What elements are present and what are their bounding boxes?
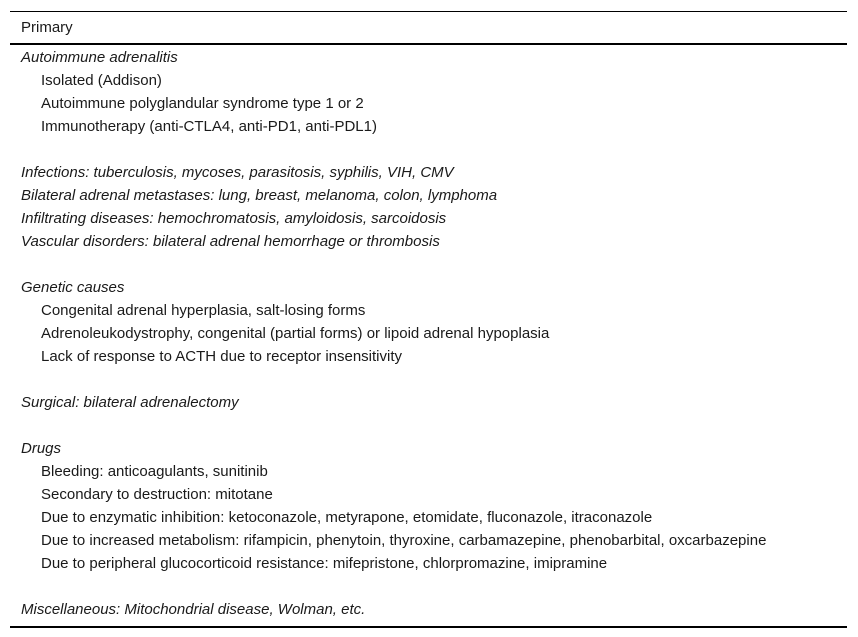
spacer bbox=[10, 575, 847, 598]
cause-line: Bilateral adrenal metastases: lung, breast, melanoma, colon, lymphoma bbox=[21, 187, 498, 204]
list-item: Secondary to destruction: mitotane bbox=[41, 486, 273, 503]
section-title: Drugs bbox=[21, 440, 62, 457]
list-item: Due to peripheral glucocorticoid resistance: mifepristone, chlorpromazine, imipramine bbox=[41, 555, 608, 572]
list-item: Autoimmune polyglandular syndrome type 1 or 2 bbox=[41, 95, 364, 112]
spacer bbox=[10, 138, 847, 161]
cause-line: Infections: tuberculosis, mycoses, parasitosis, syphilis, VIH, CMV bbox=[21, 164, 454, 181]
cause-line: Infiltrating diseases: hemochromatosis, amyloidosis, sarcoidosis bbox=[21, 210, 447, 227]
section-title: Miscellaneous: Mitochondrial disease, Wolman, etc. bbox=[21, 601, 366, 618]
list-item: Due to enzymatic inhibition: ketoconazole, metyrapone, etomidate, fluconazole, itraconazole bbox=[41, 509, 653, 526]
spacer bbox=[10, 368, 847, 391]
bottom-rule bbox=[10, 626, 847, 628]
cause-line: Vascular disorders: bilateral adrenal hemorrhage or thrombosis bbox=[21, 233, 440, 250]
list-item: Due to increased metabolism: rifampicin, phenytoin, thyroxine, carbamazepine, phenobarbital, oxcarbazepine bbox=[41, 532, 767, 549]
table-body bbox=[10, 45, 847, 621]
spacer bbox=[10, 414, 847, 437]
spacer bbox=[10, 253, 847, 276]
table-header: Primary bbox=[21, 19, 73, 36]
list-item: Isolated (Addison) bbox=[41, 72, 162, 89]
list-item: Adrenoleukodystrophy, congenital (partial forms) or lipoid adrenal hypoplasia bbox=[41, 325, 550, 342]
section-title: Autoimmune adrenalitis bbox=[21, 49, 178, 66]
section-title: Genetic causes bbox=[21, 279, 125, 296]
section-title: Surgical: bilateral adrenalectomy bbox=[21, 394, 239, 411]
list-item: Congenital adrenal hyperplasia, salt-losing forms bbox=[41, 302, 366, 319]
causes-table bbox=[10, 11, 847, 628]
list-item: Immunotherapy (anti-CTLA4, anti-PD1, anti-PDL1) bbox=[41, 118, 377, 135]
list-item: Bleeding: anticoagulants, sunitinib bbox=[41, 463, 268, 480]
list-item: Lack of response to ACTH due to receptor insensitivity bbox=[41, 348, 403, 365]
